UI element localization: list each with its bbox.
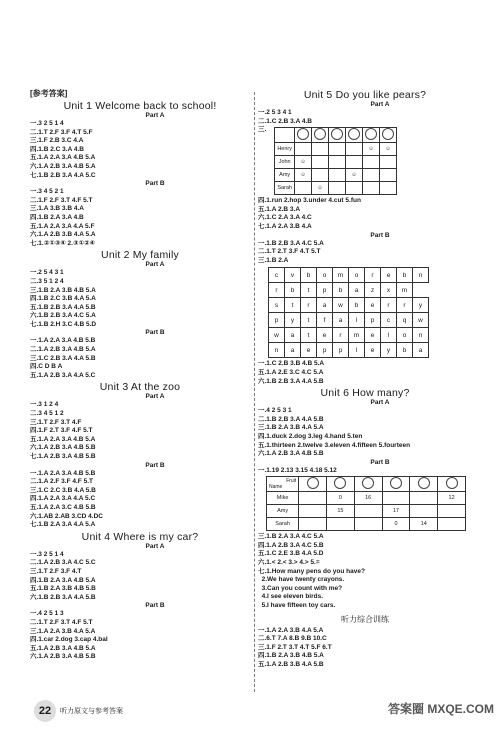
grid-letter: r bbox=[333, 328, 349, 343]
column-divider bbox=[254, 92, 255, 692]
answer-line: 四.1.car 2.dog 3.cap 4.bal bbox=[30, 636, 108, 644]
right-column bbox=[258, 88, 472, 670]
grid-letter: b bbox=[349, 298, 365, 313]
unit2-partB: Part B bbox=[145, 329, 165, 337]
answer-line: 四.1.duck 2.dog 3.leg 4.hand 5.ten bbox=[258, 432, 363, 440]
grid-letter: w bbox=[269, 328, 285, 343]
answer-line: 二.1.B 2.B 3.A 4.A 5.B bbox=[258, 415, 324, 423]
grid-letter: o bbox=[317, 268, 333, 283]
grid-letter: t bbox=[285, 298, 301, 313]
answer-line: 一.3 2 5 1 4 bbox=[30, 120, 64, 127]
answer-line: 三.1.B 2.A 3.A 4.C 5.A bbox=[258, 533, 324, 541]
grid-letter: p bbox=[269, 313, 285, 328]
watermelon-icon bbox=[363, 128, 380, 143]
answer-line: 六.1.C 2.A 3.A 4.C bbox=[258, 214, 312, 222]
answer-line: 二.1.A 2.B 3.A 4.B 5.A bbox=[30, 346, 96, 354]
grid-letter: v bbox=[285, 268, 301, 283]
unit4-partA: Part A bbox=[145, 542, 165, 550]
unit1-partA: Part A bbox=[145, 112, 165, 119]
answer-line: 一.1.C 2.B 3.B 4.B 5.A bbox=[258, 360, 325, 368]
answer-line: 二.6.T 7.A 8.B 9.B 10.C bbox=[258, 635, 327, 643]
smiley-icon: ☺ bbox=[346, 169, 363, 182]
table-row: John bbox=[275, 156, 295, 169]
answer-line: 一.1.A 2.A 3.B 4.A 5.A bbox=[258, 626, 324, 634]
grid-letter: x bbox=[381, 283, 397, 298]
word-search-grid bbox=[268, 267, 429, 358]
answer-line: 二.1.A 2.F 3.F 4.F 5.T bbox=[30, 478, 93, 486]
unit3-partA: Part A bbox=[145, 393, 165, 401]
unit2-partB-lines bbox=[30, 337, 250, 380]
watermark: 答案圈 MXQE.COM bbox=[387, 702, 494, 716]
smiley-icon: ☺ bbox=[295, 169, 312, 182]
answer-line: 四.1.B 2.A 3.A 4.B bbox=[30, 213, 84, 221]
smiley-icon: ☺ bbox=[312, 182, 329, 195]
answer-line: 七.1.A 2.B 3.A 4.B 5.B bbox=[30, 453, 96, 460]
answer-line: 七.1.②①③④ 2.③①②④ bbox=[30, 239, 95, 247]
unit1-title: Unit 1 Welcome back to school! bbox=[63, 100, 217, 112]
grid-letter: w bbox=[333, 298, 349, 313]
answer-line: 二.1.C 2.B 3.A 4.B bbox=[258, 117, 312, 125]
grid-letter: r bbox=[269, 283, 285, 298]
grid-letter: t bbox=[301, 328, 317, 343]
answer-line: 七.1.How many pens do you have? bbox=[258, 567, 365, 575]
answer-line: 四.1.A 2.B 3.A 4.C 5.B bbox=[258, 541, 324, 549]
grid-letter: o bbox=[397, 328, 413, 343]
unit3-title: Unit 3 At the zoo bbox=[99, 381, 181, 394]
unit3-partB: Part B bbox=[145, 461, 165, 469]
grape-icon bbox=[346, 128, 363, 143]
answer-line: 四.1.B 2.A 3.A 4.B 5.A bbox=[30, 576, 96, 584]
answer-line: 二.1.F 2.F 3.T 4.F 5.T bbox=[30, 196, 93, 204]
unit5-table-prefix: 三. bbox=[258, 126, 267, 134]
answer-line: 七.1.B 2.H 3.C 4.B 5.D bbox=[30, 320, 97, 328]
grid-letter: r bbox=[381, 298, 397, 313]
answer-line: 六.1.B 2.B 3.A 4.C 5.A bbox=[30, 312, 96, 320]
training-lines bbox=[258, 627, 472, 670]
unit2-partA: Part A bbox=[145, 261, 165, 269]
answer-line: 五.1.thirteen 2.twelve 3.eleven 4.fifteen 5.fourteen bbox=[258, 441, 411, 449]
grid-letter: l bbox=[349, 343, 365, 358]
smiley-icon: ☺ bbox=[380, 143, 397, 156]
grid-letter: a bbox=[349, 283, 365, 298]
grid-letter: o bbox=[349, 268, 365, 283]
unit3-partB-lines bbox=[30, 470, 250, 530]
table-row: Sarah 0 14 bbox=[267, 518, 466, 531]
grid-letter: e bbox=[365, 343, 381, 358]
answer-line: 一.1.A 2.A 3.A 4.B 5.B bbox=[30, 337, 96, 345]
orange-icon bbox=[329, 128, 346, 143]
answer-line: 二.3 4 5 1 2 bbox=[30, 410, 64, 418]
fruit-icon bbox=[438, 477, 466, 492]
grid-letter: r bbox=[397, 298, 413, 313]
grid-letter: p bbox=[365, 313, 381, 328]
grid-letter: t bbox=[301, 283, 317, 298]
answer-line: 二.1.T 2.F 3.T 4.F 5.T bbox=[30, 618, 93, 626]
unit5-partB-lines2 bbox=[258, 360, 472, 386]
unit5-partB-lines bbox=[258, 240, 472, 266]
answer-line: 四.1.F 2.T 3.F 4.F 5.T bbox=[30, 427, 93, 435]
answer-line: 二.3 5 1 2 4 bbox=[30, 277, 64, 285]
unit1-partB: Part B bbox=[145, 180, 165, 188]
grid-letter: e bbox=[301, 343, 317, 358]
answer-line: 三.1.T 2.F 3.T 4.F bbox=[30, 418, 82, 426]
grid-letter: b bbox=[333, 283, 349, 298]
footer-text: 听力原文与参考答案 bbox=[60, 708, 123, 715]
table-row: Amy bbox=[275, 169, 295, 182]
answer-line: 一.2 5 3 4 1 bbox=[258, 109, 292, 116]
answer-line: 五.1.B 2.A 3.B 4.B 5.B bbox=[30, 585, 96, 593]
answer-line: 六.1.B 2.B 3.A 4.A 5.B bbox=[30, 593, 96, 601]
unit5-title: Unit 5 Do you like pears? bbox=[303, 89, 427, 101]
answer-line: 五.1.A 2.E 3.C 4.C 5.A bbox=[258, 368, 324, 376]
answer-line: 二.1.T 2.T 3.F 4.T 5.T bbox=[258, 248, 321, 256]
answer-line: 六.1.A 2.B 3.B 4.A 5.A bbox=[30, 231, 96, 239]
grid-letter: r bbox=[365, 268, 381, 283]
table-row: Sarah bbox=[275, 182, 295, 195]
grid-letter: q bbox=[397, 313, 413, 328]
answer-line: 四.1.A 2.A 3.A 4.A 5.C bbox=[30, 495, 96, 503]
grid-letter: w bbox=[413, 313, 429, 328]
answer-line: 三.1.B 2.A bbox=[258, 256, 289, 264]
pear-icon bbox=[295, 128, 312, 143]
answer-line: 一.3 2 5 1 4 bbox=[30, 550, 64, 558]
grid-letter: b bbox=[397, 268, 413, 283]
table-row: Amy 15 17 bbox=[267, 505, 466, 518]
grid-letter: b bbox=[301, 268, 317, 283]
strawberry-icon bbox=[312, 128, 329, 143]
grid-letter: y bbox=[381, 343, 397, 358]
answer-line: 五.1.A 2.B 3.A 4.A 5.C bbox=[30, 371, 96, 379]
answer-line: 五.1.C 2.E 3.B 4.A 5.D bbox=[258, 550, 324, 558]
grid-letter: p bbox=[333, 343, 349, 358]
unit6-title: Unit 6 How many? bbox=[320, 387, 410, 400]
grid-letter: e bbox=[365, 328, 381, 343]
fruit-icon bbox=[326, 477, 354, 492]
grid-letter: f bbox=[317, 313, 333, 328]
unit5-partA-lines2 bbox=[258, 197, 472, 231]
answer-line: 五.1.A 2.B 3.A 4.B 5.A bbox=[30, 644, 96, 652]
answer-line: 三.1.C 2.B 3.A 4.A 5.B bbox=[30, 354, 96, 362]
unit2-partA-lines bbox=[30, 269, 250, 329]
answer-line: 五.1.A 2.A 3.C 4.B 5.B bbox=[30, 503, 96, 511]
unit4-title: Unit 4 Where is my car? bbox=[81, 530, 199, 543]
fruit-icon bbox=[382, 477, 410, 492]
answer-line: 五.1.B 2.B 3.A 4.A 5.B bbox=[30, 303, 96, 311]
unit1-partA-lines bbox=[30, 120, 250, 180]
answer-line: 4.I see eleven birds. bbox=[258, 593, 324, 601]
answer-line: 一.3 1 2 4 bbox=[30, 401, 59, 409]
apple-icon bbox=[380, 128, 397, 143]
answer-line: 三.1.T 2.F 3.F 4.T bbox=[30, 567, 82, 575]
grid-letter: m bbox=[397, 283, 413, 298]
grid-letter: e bbox=[381, 268, 397, 283]
answer-line: 五.1.A 2.A 3.A 4.A 5.F bbox=[30, 222, 95, 230]
answer-line: 三.1.C 2.C 3.B 4.A 5.B bbox=[30, 486, 96, 494]
answer-line: 六.1.B 2.B 3.A 4.A 5.B bbox=[258, 377, 324, 385]
unit4-partB-lines bbox=[30, 610, 250, 662]
grid-letter: r bbox=[301, 298, 317, 313]
unit1-partB-lines bbox=[30, 188, 250, 248]
unit5-partA: Part A bbox=[370, 101, 390, 108]
grid-letter: l bbox=[381, 328, 397, 343]
grid-letter: t bbox=[301, 313, 317, 328]
grid-letter: m bbox=[333, 268, 349, 283]
answer-line: 一.2 5 4 3 1 bbox=[30, 269, 64, 277]
grid-letter: e bbox=[317, 328, 333, 343]
answer-line: 一.1.19 2.13 3.15 4.18 5.12 bbox=[258, 466, 337, 474]
unit4-partB: Part B bbox=[145, 602, 165, 610]
grid-letter: s bbox=[269, 298, 285, 313]
answer-header: [参考答案] bbox=[30, 89, 68, 98]
answer-line: 四.1.run 2.hop 3.under 4.cut 5.fun bbox=[258, 197, 361, 205]
answer-line: 三.1.F 2.B 3.C 4.A bbox=[30, 137, 84, 145]
grid-letter: c bbox=[269, 268, 285, 283]
grid-letter: e bbox=[365, 298, 381, 313]
grid-letter: a bbox=[413, 343, 429, 358]
answer-line: 5.I have fifteen toy cars. bbox=[258, 602, 336, 610]
answer-line: 一.4 2 5 3 1 bbox=[258, 407, 292, 415]
unit6-partB: Part B bbox=[370, 458, 390, 466]
grid-letter: a bbox=[333, 313, 349, 328]
smiley-icon: ☺ bbox=[295, 156, 312, 169]
grid-letter: a bbox=[317, 298, 333, 313]
answer-line: 三.1.A 3.B 3.B 4.A bbox=[30, 205, 84, 213]
grid-letter: c bbox=[381, 313, 397, 328]
unit6-partA: Part A bbox=[370, 399, 390, 407]
table-corner: Fruit Name bbox=[267, 477, 299, 492]
unit5-partA-lines bbox=[258, 109, 472, 126]
answer-line: 三.1.A 2.A 3.B 4.A 5.A bbox=[30, 627, 96, 635]
answer-line: 四.1.B 2.C 3.B 4.A 5.A bbox=[30, 295, 96, 303]
page-number: 22 bbox=[34, 700, 56, 722]
answer-line: 二.1.A 2.B 3.A 4.C 5.C bbox=[30, 559, 96, 567]
unit5-partB: Part B bbox=[370, 231, 390, 239]
unit6-fruit-count-table bbox=[266, 476, 466, 531]
answer-line: 六.1.AB 2.AB 3.CD 4.DC bbox=[30, 512, 103, 520]
unit3-partA-lines bbox=[30, 401, 250, 461]
answer-line: 三.1.B 2.A 3.B 4.A 5.A bbox=[258, 424, 324, 432]
grid-letter: p bbox=[317, 343, 333, 358]
left-column bbox=[30, 88, 250, 662]
grid-letter: n bbox=[413, 268, 429, 283]
table-row: Mike 0 16 12 bbox=[267, 492, 466, 505]
answer-line: 六.1.A 2.B 3.A 4.B 5.B bbox=[258, 450, 324, 458]
answer-line: 六.1.A 2.B 3.A 4.B 5.A bbox=[30, 162, 96, 170]
page-footer bbox=[34, 700, 123, 722]
grid-letter: l bbox=[349, 313, 365, 328]
fruit-icon bbox=[410, 477, 438, 492]
answer-line: 四.1.B 2.A 3.B 4.B 5.A bbox=[258, 652, 324, 660]
answer-line: 五.1.A 2.B 3.A bbox=[258, 205, 301, 213]
answer-line: 3.Can you count with me? bbox=[258, 584, 343, 592]
answer-line: 五.1.A 2.A 3.A 4.B 5.A bbox=[30, 435, 96, 443]
answer-line: 七.1.B 2.B 3.A 4.A 5.C bbox=[30, 171, 96, 179]
answer-line: 一.3 4 5 2 1 bbox=[30, 188, 64, 196]
training-title: 听力综合训练 bbox=[341, 614, 389, 624]
fruit-icon bbox=[299, 477, 327, 492]
answer-line: 一.1.B 2.B 3.A 4.C 5.A bbox=[258, 239, 324, 247]
unit5-fruit-table bbox=[274, 127, 397, 195]
grid-letter: p bbox=[317, 283, 333, 298]
smiley-icon: ☺ bbox=[363, 143, 380, 156]
grid-letter: a bbox=[285, 343, 301, 358]
table-row: Henry bbox=[275, 143, 295, 156]
answer-line: 三.1.B 2.A 3.B 4.B 5.A bbox=[30, 286, 96, 294]
answer-line: 一.1.A 2.A 3.A 4.B 5.B bbox=[30, 469, 96, 477]
grid-letter: n bbox=[269, 343, 285, 358]
answer-line: 六.1.A 2.B 3.A 4.B 5.B bbox=[30, 653, 96, 661]
answer-line: 一.4 2 5 1 3 bbox=[30, 610, 64, 618]
grid-letter: n bbox=[413, 328, 429, 343]
answer-line: 四.1.B 2.C 3.A 4.B bbox=[30, 145, 84, 153]
grid-letter: z bbox=[365, 283, 381, 298]
fruit-icon bbox=[354, 477, 382, 492]
answer-line: 二.1.T 2.F 3.F 4.T 5.F bbox=[30, 128, 93, 136]
answer-line: 七.1.B 2.A 3.A 4.A 5.A bbox=[30, 521, 96, 529]
answer-line: 四.C D B A bbox=[30, 363, 63, 371]
answer-line: 六.1.< 2.< 3.> 4.> 5.= bbox=[258, 559, 320, 567]
grid-letter: a bbox=[285, 328, 301, 343]
unit6-partB-lines2 bbox=[258, 533, 472, 610]
grid-letter: b bbox=[285, 283, 301, 298]
answer-line: 五.1.A 2.B 3.B 4.A 5.B bbox=[258, 661, 324, 668]
answer-line: 七.1.A 2.A 3.B 4.A bbox=[258, 222, 312, 230]
unit6-partB-lines bbox=[258, 467, 472, 476]
answer-line: 三.1.F 2.T 3.T 4.T 5.F 6.T bbox=[258, 643, 332, 651]
grid-letter: y bbox=[413, 298, 429, 313]
grid-letter: y bbox=[285, 313, 301, 328]
answer-line: 六.1.A 2.B 3.A 4.B 5.B bbox=[30, 444, 96, 452]
unit2-title: Unit 2 My family bbox=[101, 249, 179, 262]
grid-letter: b bbox=[397, 343, 413, 358]
unit6-partA-lines bbox=[258, 407, 472, 459]
grid-letter: m bbox=[349, 328, 365, 343]
unit4-partA-lines bbox=[30, 551, 250, 603]
answer-line: 五.1.A 2.A 3.A 4.B 5.A bbox=[30, 154, 96, 162]
answer-line: 2.We have twenty crayons. bbox=[258, 576, 345, 584]
